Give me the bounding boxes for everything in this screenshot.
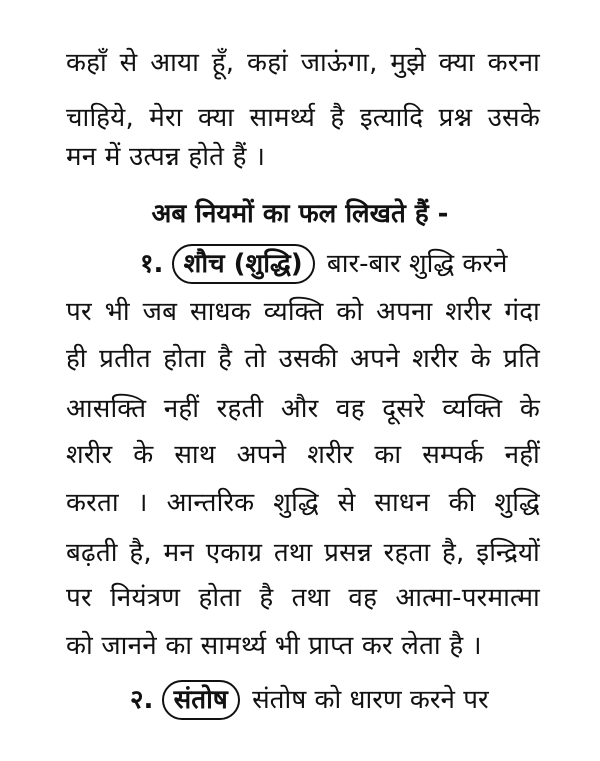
item1-term: शौच (शुद्धि) [172, 244, 315, 284]
item2-term: संतोष [162, 680, 240, 720]
item1-number: १. [140, 249, 164, 279]
item1-line-4: शरीर के साथ अपने शरीर का सम्पर्क नहीं [66, 440, 540, 470]
item1-line-1: पर भी जब साधक व्यक्ति को अपना शरीर गंदा [66, 297, 540, 327]
paragraph1-line-2: चाहिये, मेरा क्या सामर्थ्य है इत्यादि प्रश्न उसके [66, 103, 540, 133]
item1-line-3: आसक्ति नहीं रहती और वह दूसरे व्यक्ति के [66, 394, 540, 424]
item1-line-6: बढ़ती है, मन एकाग्र तथा प्रसन्न रहता है, इन्द्रियों [66, 538, 540, 568]
paragraph1-line-1: कहाँ से आया हूँ, कहां जाऊंगा, मुझे क्या करना [66, 48, 540, 78]
item1-line-8: को जानने का सामर्थ्य भी प्राप्त कर लेता है । [66, 631, 482, 661]
section-heading: अब नियमों का फल लिखते हैं - [151, 199, 449, 229]
item2-number: २. [130, 685, 154, 715]
paragraph1-line-3: मन में उत्पन्न होते हैं । [66, 142, 266, 172]
item1-first-line [140, 244, 507, 284]
item2-intro-text: संतोष को धारण करने पर [252, 685, 489, 715]
item1-intro-text: बार-बार शुद्धि करने [326, 249, 508, 279]
item2-first-line [130, 680, 489, 720]
item1-line-2: ही प्रतीत होता है तो उसकी अपने शरीर के प्रति [66, 344, 540, 374]
item1-line-7: पर नियंत्रण होता है तथा वह आत्मा-परमात्मा [66, 583, 540, 613]
item1-line-5: करता । आन्तरिक शुद्धि से साधन की शुद्धि [66, 488, 540, 518]
